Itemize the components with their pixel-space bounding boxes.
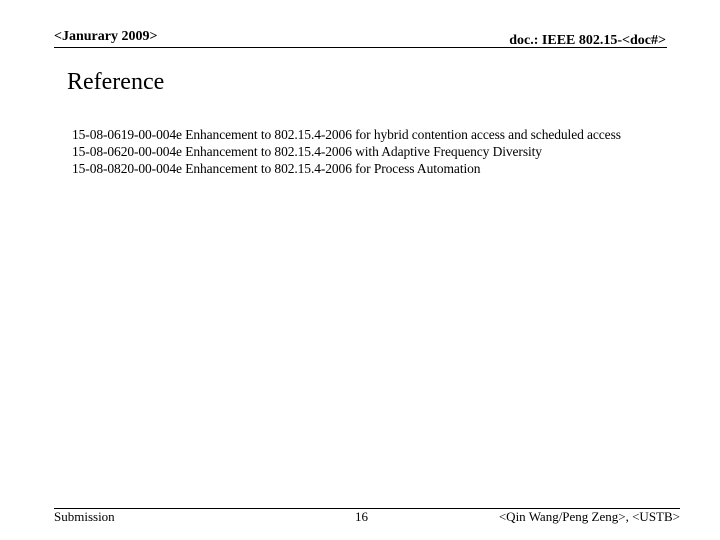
slide-title: Reference xyxy=(67,69,165,95)
header-doc-id: doc.: IEEE 802.15-<doc#> xyxy=(509,33,666,48)
reference-list xyxy=(72,126,621,177)
reference-item: 15-08-0619-00-004e Enhancement to 802.15.4-2006 for hybrid contention access and scheduled access xyxy=(72,127,621,142)
reference-item: 15-08-0820-00-004e Enhancement to 802.15.4-2006 for Process Automation xyxy=(72,161,481,176)
footer-page-number: 16 xyxy=(355,509,368,524)
footer-authors: <Qin Wang/Peng Zeng>, <USTB> xyxy=(498,509,680,524)
footer-submission: Submission xyxy=(54,509,115,524)
header-date: <Janurary 2009> xyxy=(54,29,158,44)
header-divider xyxy=(54,47,667,48)
reference-item: 15-08-0620-00-004e Enhancement to 802.15.4-2006 with Adaptive Frequency Diversity xyxy=(72,144,542,159)
